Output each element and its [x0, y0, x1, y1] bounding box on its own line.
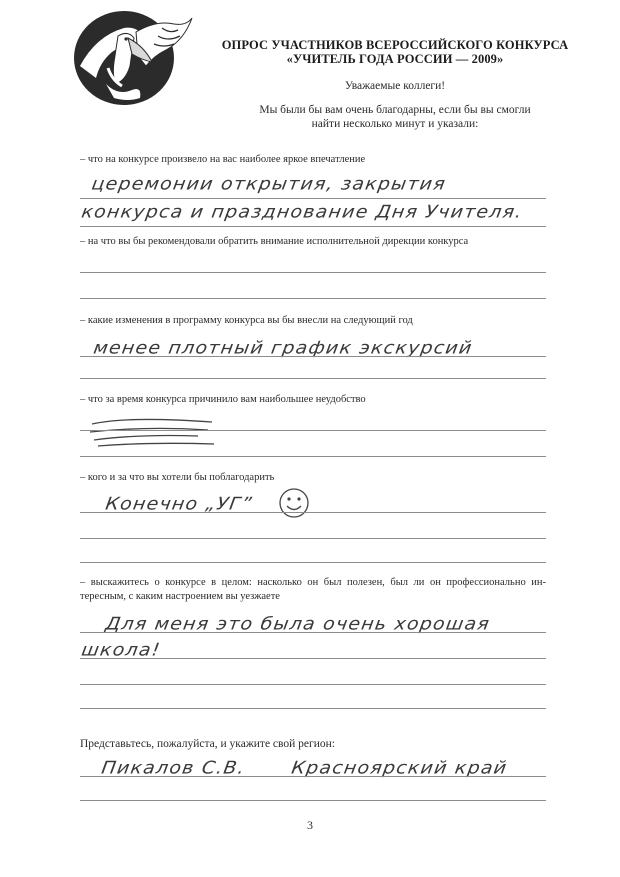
region-prompt: Представьтесь, пожалуйста, и укажите свой регион: — [80, 738, 335, 750]
answer-line — [80, 378, 546, 379]
question-thanks-prompt: – кого и за что вы хотели бы поблагодарить — [80, 472, 275, 483]
answer-line — [80, 430, 546, 431]
answer-region: Красноярский край — [290, 757, 509, 778]
answer-line — [80, 226, 546, 227]
answer-line — [80, 198, 546, 199]
answer-line — [80, 776, 546, 777]
answer-line — [80, 356, 546, 357]
page-number: 3 — [307, 818, 313, 832]
answer-line — [80, 658, 546, 659]
answer-changes-line1: менее плотный график экскурсий — [92, 337, 475, 358]
answer-line — [80, 538, 546, 539]
answer-line — [80, 272, 546, 273]
answer-overall-line2: школа! — [80, 639, 163, 660]
question-impression-prompt: – что на конкурсе произвело на вас наиболее яркое впечатление — [80, 154, 366, 165]
answer-line — [80, 512, 546, 513]
answer-line — [80, 632, 546, 633]
smiley-face-icon — [277, 486, 311, 520]
answer-line — [80, 708, 546, 709]
answer-line — [80, 298, 546, 299]
survey-title-line2: «УЧИТЕЛЬ ГОДА РОССИИ — 2009» — [286, 52, 504, 66]
question-overall-prompt-line2: тересным, с каким настроением вы уезжаете — [80, 591, 280, 602]
answer-thanks-line1: Конечно „УГ” — [104, 493, 254, 514]
intro-line2: найти несколько минут и указали: — [311, 118, 479, 130]
pelican-emblem-icon — [66, 6, 194, 108]
intro-line1: Мы были бы вам очень благодарны, если бы вы смогли — [259, 104, 531, 116]
answer-line — [80, 684, 546, 685]
answer-line — [80, 800, 546, 801]
question-overall-prompt-line1: – выскажитесь о конкурсе в целом: насколько он был полезен, был ли он профессионально ин- — [80, 577, 546, 588]
crossed-out-scribble-icon — [88, 412, 218, 452]
question-inconvenience-prompt: – что за время конкурса причинило вам наибольшее неудобство — [80, 394, 366, 405]
answer-impression-line2: конкурса и празднование Дня Учителя. — [80, 201, 525, 222]
question-recommend-prompt: – на что вы бы рекомендовали обратить внимание исполнительной дирекции конкурса — [80, 236, 469, 247]
answer-line — [80, 562, 546, 563]
greeting: Уважаемые коллеги! — [344, 80, 446, 92]
survey-title-line1: ОПРОС УЧАСТНИКОВ ВСЕРОССИЙСКОГО КОНКУРСА — [221, 38, 569, 52]
question-changes-prompt: – какие изменения в программу конкурса вы бы внесли на следующий год — [80, 315, 413, 326]
answer-line — [80, 456, 546, 457]
answer-impression-line1: церемонии открытия, закрытия — [90, 173, 448, 194]
answer-name: Пикалов С.В. — [100, 757, 247, 778]
answer-overall-line1: Для меня это была очень хорошая — [104, 613, 492, 634]
